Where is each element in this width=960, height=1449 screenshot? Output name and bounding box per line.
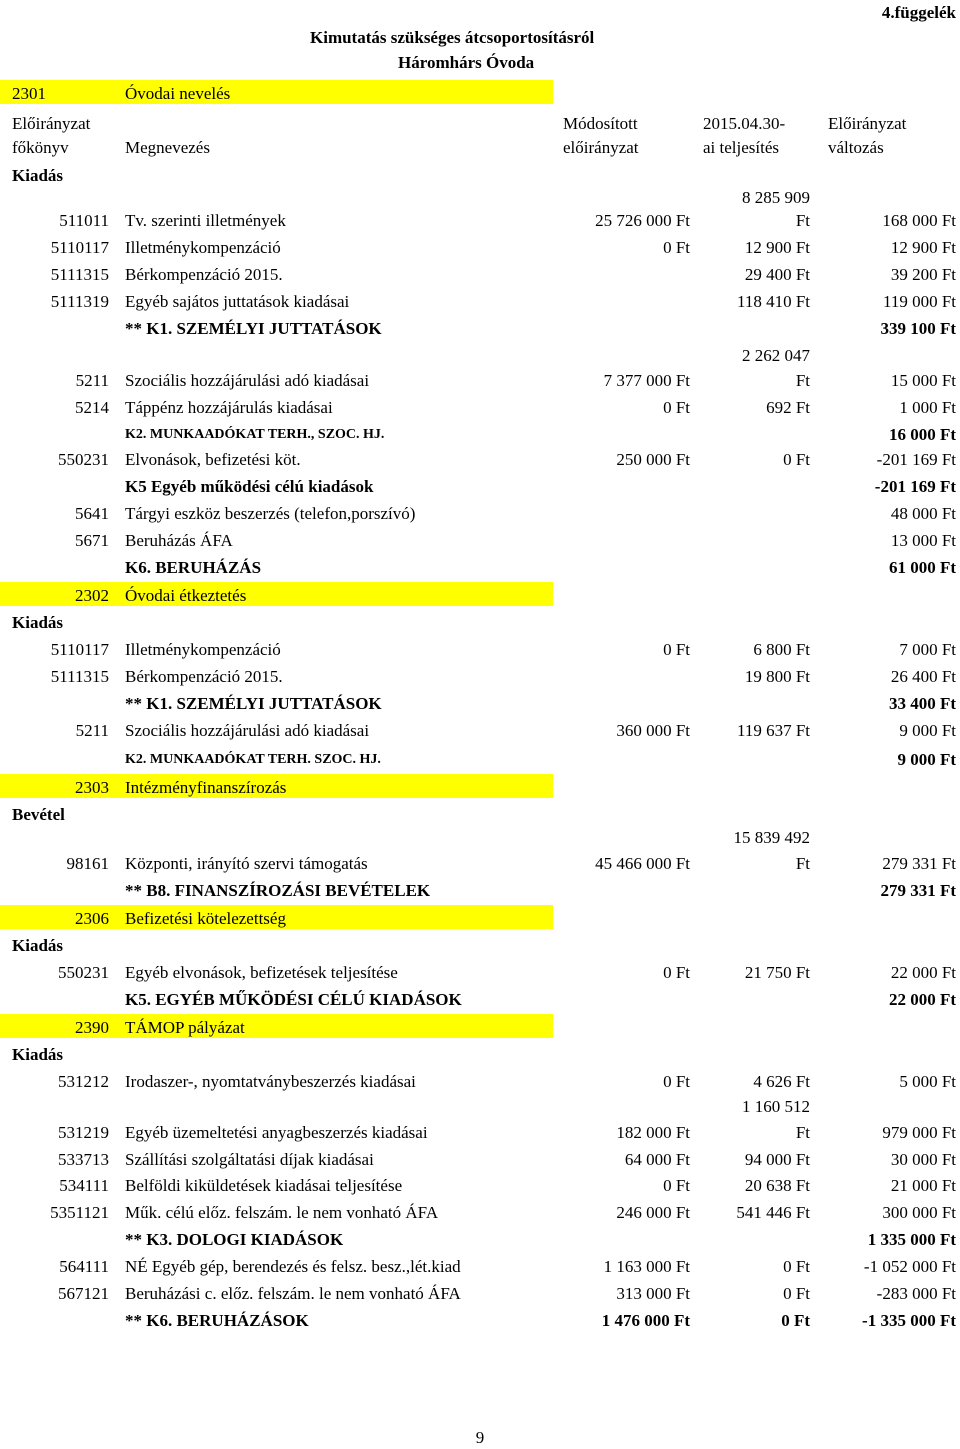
table-row: 5110117 Illetménykompenzáció 0 Ft 12 900 Ft 12 900 Ft xyxy=(50,238,956,257)
col-header-fulfilment: 2015.04.30- ai teljesítés xyxy=(703,114,786,157)
document-title: Kimutatás szükséges átcsoportosításról xyxy=(310,28,595,47)
table-row: 567121 Beruházási c. előz. felszám. le nem vonható ÁFA 313 000 Ft 0 Ft -283 000 Ft xyxy=(58,1284,956,1303)
subtotal-row: K2. MUNKAADÓKAT TERH., SZOC. HJ. 16 000 Ft xyxy=(125,425,956,444)
section-row-2390: 2390 TÁMOP pályázat xyxy=(75,1018,245,1037)
section-row-2301 xyxy=(0,78,960,105)
document-subtitle: Háromhárs Óvoda xyxy=(398,53,535,72)
subtotal-row: K2. MUNKAADÓKAT TERH. SZOC. HJ. 9 000 Ft xyxy=(125,750,956,769)
subtotal-row: ** K6. BERUHÁZÁSOK 1 476 000 Ft 0 Ft -1 335 000 Ft xyxy=(125,1311,956,1330)
table-row: 5211 Szociális hozzájárulási adó kiadásai 7 377 000 Ft Ft 15 000 Ft xyxy=(75,371,956,390)
subtotal-row: K5 Egyéb működési célú kiadások -201 169 Ft xyxy=(125,477,956,496)
section-name: Óvodai nevelés xyxy=(125,84,231,103)
expense-label: Kiadás xyxy=(12,613,64,632)
table-row: 5111315 Bérkompenzáció 2015. 29 400 Ft 39 200 Ft xyxy=(50,265,956,284)
col-header-change: Előirányzat változás xyxy=(828,114,907,157)
income-label: Bevétel xyxy=(12,805,65,824)
page-number: 9 xyxy=(475,1428,485,1447)
table-row: 5351121 Műk. célú előz. felszám. le nem vonható ÁFA 246 000 Ft 541 446 Ft 300 000 Ft xyxy=(50,1203,956,1222)
table-row: 531212 Irodaszer-, nyomtatványbeszerzés kiadásai 0 Ft 4 626 Ft 5 000 Ft xyxy=(58,1072,956,1091)
expense-label: Kiadás xyxy=(12,166,64,185)
fulfilment-line1: 8 285 909 xyxy=(742,188,810,207)
section-row-2303: 2303 Intézményfinanszírozás xyxy=(75,778,287,797)
table-row: 550231 Egyéb elvonások, befizetések teljesítése 0 Ft 21 750 Ft 22 000 Ft xyxy=(58,963,956,982)
expense-label: Kiadás xyxy=(12,936,64,955)
label-row xyxy=(0,607,960,634)
subtotal-row: ** K1. SZEMÉLYI JUTTATÁSOK 33 400 Ft xyxy=(125,694,956,713)
subtotal-row: ** B8. FINANSZÍROZÁSI BEVÉTELEK 279 331 Ft xyxy=(125,881,956,900)
table-row: 5110117 Illetménykompenzáció 0 Ft 6 800 Ft 7 000 Ft xyxy=(50,640,956,659)
section-row-2306: 2306 Befizetési kötelezettség xyxy=(75,909,286,928)
table-row: 5211 Szociális hozzájárulási adó kiadásai 360 000 Ft 119 637 Ft 9 000 Ft xyxy=(75,721,956,740)
subtotal-row: ** K3. DOLOGI KIADÁSOK 1 335 000 Ft xyxy=(125,1230,956,1249)
col-header-modified: Módosított előirányzat xyxy=(563,114,639,157)
table-row: 5214 Táppénz hozzájárulás kiadásai 0 Ft 692 Ft 1 000 Ft xyxy=(75,398,956,417)
fulfilment-line1: 15 839 492 xyxy=(733,828,810,847)
table-row: 511011 Tv. szerinti illetmények 25 726 000 Ft Ft 168 000 Ft xyxy=(59,211,956,230)
subtotal-row: K6. BERUHÁZÁS 61 000 Ft xyxy=(125,558,956,577)
table-row: 531219 Egyéb üzemeltetési anyagbeszerzés kiadásai 182 000 Ft Ft 979 000 Ft xyxy=(58,1123,956,1142)
label-row xyxy=(0,160,960,187)
section-code: 2301 xyxy=(12,84,46,103)
table-row: 550231 Elvonások, befizetési köt. 250 000 Ft 0 Ft -201 169 Ft xyxy=(58,450,956,469)
table-row: 564111 NÉ Egyéb gép, berendezés és felsz. besz.,lét.kiad 1 163 000 Ft 0 Ft -1 052 000 Ft xyxy=(59,1257,956,1276)
section-row-2302: 2302 Óvodai étkeztetés xyxy=(75,586,247,605)
fulfilment-line1: 1 160 512 xyxy=(742,1097,810,1116)
label-row xyxy=(0,799,960,826)
table-row: 534111 Belföldi kiküldetések kiadásai teljesítése 0 Ft 20 638 Ft 21 000 Ft xyxy=(59,1176,956,1195)
label-row xyxy=(0,1039,960,1066)
table-row: 533713 Szállítási szolgáltatási díjak kiadásai 64 000 Ft 94 000 Ft 30 000 Ft xyxy=(58,1150,956,1169)
table-row: 5671 Beruházás ÁFA 13 000 Ft xyxy=(75,531,956,550)
label-row xyxy=(0,930,960,957)
col-header-code: Előirányzat főkönyv xyxy=(12,114,91,157)
expense-label: Kiadás xyxy=(12,1045,64,1064)
table-row: 5111319 Egyéb sajátos juttatások kiadásai 118 410 Ft 119 000 Ft xyxy=(50,292,956,311)
table-row: 5641 Tárgyi eszköz beszerzés (telefon,porszívó) 48 000 Ft xyxy=(75,504,956,523)
subtotal-row: K5. EGYÉB MŰKÖDÉSI CÉLÚ KIADÁSOK 22 000 Ft xyxy=(125,990,956,1009)
appendix-label: 4.függelék xyxy=(881,3,956,22)
table-row: 98161 Központi, irányító szervi támogatás 45 466 000 Ft Ft 279 331 Ft xyxy=(66,854,956,873)
table-row: 5111315 Bérkompenzáció 2015. 19 800 Ft 26 400 Ft xyxy=(50,667,956,686)
col-header-name: Megnevezés xyxy=(125,138,210,157)
subtotal-row: ** K1. SZEMÉLYI JUTTATÁSOK 339 100 Ft xyxy=(125,319,956,338)
fulfilment-line1: 2 262 047 xyxy=(742,346,810,365)
